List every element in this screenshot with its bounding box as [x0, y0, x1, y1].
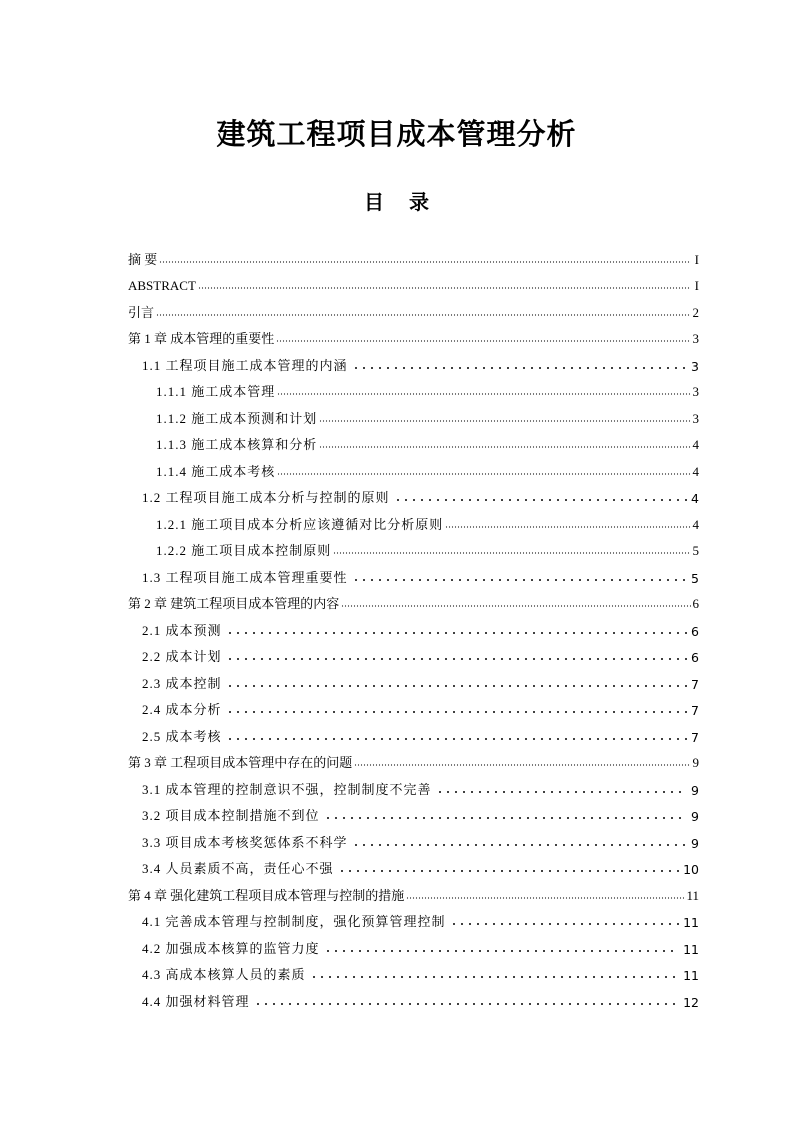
toc-entry-page-number: 9 [691, 835, 699, 851]
toc-leader-dots [277, 473, 690, 475]
toc-entry-page-number: 4 [692, 516, 699, 532]
toc-leader-dots [226, 738, 688, 740]
toc-leader-dots [226, 658, 688, 660]
toc-entry-page-number: 7 [691, 676, 699, 692]
toc-entry-page-number: 9 [691, 782, 699, 798]
toc-entry[interactable] [128, 427, 699, 454]
toc-entry-page-number: 11 [683, 968, 699, 983]
toc-heading: 目 录 [364, 190, 429, 214]
toc-entry[interactable] [128, 877, 699, 904]
toc-leader-dots [324, 950, 680, 952]
toc-entry-label: 1.1.4 施工成本考核 [156, 463, 276, 479]
toc-leader-dots [319, 446, 690, 448]
toc-entry[interactable] [128, 612, 699, 639]
toc-entry-label: 3.1 成本管理的控制意识不强，控制制度不完善 [142, 781, 432, 797]
toc-entry-page-number: 12 [683, 994, 699, 1010]
toc-entry-page-number: 4 [691, 491, 699, 506]
toc-leader-dots [226, 711, 688, 713]
toc-leader-dots [338, 870, 680, 872]
toc-entry-label: 第 4 章 强化建筑工程项目成本管理与控制的措施 [128, 887, 405, 903]
toc-entry-page-number: 9 [691, 809, 699, 824]
toc-entry[interactable] [128, 400, 699, 427]
toc-leader-dots [226, 685, 688, 687]
toc-entry[interactable] [128, 930, 699, 957]
toc-entry[interactable] [128, 745, 699, 772]
toc-leader-dots [354, 764, 690, 766]
toc-entry[interactable] [128, 294, 699, 321]
toc-entry[interactable] [128, 798, 699, 825]
toc-leader-dots [450, 923, 680, 925]
toc-leader-dots [394, 499, 688, 501]
toc-leader-dots [226, 632, 688, 634]
table-of-contents [128, 241, 699, 1010]
toc-entry-page-number: 3 [691, 358, 699, 374]
toc-entry-label: 第 3 章 工程项目成本管理中存在的问题 [128, 755, 353, 770]
toc-entry-page-number: 5 [692, 543, 699, 558]
toc-leader-dots [156, 314, 690, 316]
toc-leader-dots [333, 552, 690, 554]
toc-entry-page-number: I [694, 251, 699, 267]
toc-leader-dots [198, 287, 691, 289]
toc-leader-dots [352, 844, 688, 846]
toc-leader-dots [324, 817, 688, 819]
toc-entry[interactable] [128, 718, 699, 745]
toc-entry-label: 4.1 完善成本管理与控制制度，强化预算管理控制 [142, 914, 446, 929]
toc-entry-label: 第 1 章 成本管理的重要性 [128, 331, 275, 346]
toc-entry[interactable] [128, 453, 699, 480]
toc-entry[interactable] [128, 639, 699, 666]
toc-entry[interactable] [128, 904, 699, 931]
toc-leader-dots [352, 367, 688, 369]
toc-leader-dots [341, 605, 690, 607]
toc-entry-page-number: I [694, 278, 699, 293]
toc-entry-label: 1.1.1 施工成本管理 [156, 384, 276, 399]
toc-entry-page-number: 11 [683, 941, 699, 957]
toc-entry-label: 1.2 工程项目施工成本分析与控制的原则 [142, 490, 390, 505]
toc-entry-label: 3.2 项目成本控制措施不到位 [142, 808, 320, 823]
toc-entry-label: 摘 要 [128, 251, 158, 267]
toc-entry-label: 2.5 成本考核 [142, 728, 222, 744]
toc-entry-page-number: 9 [692, 755, 699, 770]
toc-entry-label: 3.4 人员素质不高，责任心不强 [142, 861, 334, 876]
toc-entry-label: 2.2 成本计划 [142, 649, 222, 664]
toc-entry-page-number: 7 [691, 729, 699, 745]
toc-leader-dots [352, 579, 688, 581]
toc-leader-dots [406, 897, 684, 899]
toc-entry-page-number: 5 [691, 570, 699, 586]
toc-entry-label: 2.4 成本分析 [142, 702, 222, 717]
document-title: 建筑工程项目成本管理分析 [216, 117, 577, 151]
toc-entry-label: 1.3 工程项目施工成本管理重要性 [142, 569, 348, 585]
toc-leader-dots [277, 393, 690, 395]
toc-entry[interactable] [128, 957, 699, 984]
toc-entry[interactable] [128, 824, 699, 851]
toc-entry[interactable] [128, 374, 699, 401]
toc-entry-label: 2.1 成本预测 [142, 622, 222, 638]
toc-entry-label: 4.2 加强成本核算的监管力度 [142, 940, 320, 956]
toc-entry-page-number: 2 [692, 304, 699, 320]
toc-leader-dots [276, 340, 690, 342]
toc-entry-page-number: 4 [692, 463, 699, 479]
toc-entry-page-number: 4 [692, 437, 699, 452]
toc-entry-label: 1.1 工程项目施工成本管理的内涵 [142, 357, 348, 373]
toc-entry-page-number: 6 [692, 596, 699, 611]
toc-entry-label: 4.4 加强材料管理 [142, 993, 250, 1009]
toc-entry-label: 1.1.2 施工成本预测和计划 [156, 410, 318, 426]
toc-entry[interactable] [128, 692, 699, 719]
toc-leader-dots [310, 976, 680, 978]
toc-entry-label: 4.3 高成本核算人员的素质 [142, 967, 306, 982]
toc-leader-dots [436, 791, 688, 793]
toc-leader-dots [319, 420, 690, 422]
toc-entry[interactable] [128, 851, 699, 878]
toc-entry[interactable] [128, 347, 699, 374]
toc-entry-page-number: 11 [686, 887, 699, 903]
toc-entry-page-number: 11 [683, 915, 699, 930]
toc-entry-page-number: 3 [692, 384, 699, 399]
toc-leader-dots [445, 526, 690, 528]
toc-entry-label: 1.2.1 施工项目成本分析应该遵循对比分析原则 [156, 516, 444, 532]
toc-entry[interactable] [128, 480, 699, 507]
toc-entry-label: ABSTRACT [128, 278, 196, 293]
toc-entry-page-number: 10 [683, 862, 699, 877]
toc-entry-page-number: 6 [691, 623, 699, 639]
toc-entry-page-number: 3 [692, 410, 699, 426]
toc-entry-page-number: 7 [691, 703, 699, 718]
toc-entry[interactable] [128, 559, 699, 586]
toc-entry-label: 第 2 章 建筑工程项目成本管理的内容 [128, 596, 340, 611]
toc-entry[interactable] [128, 268, 699, 295]
toc-entry-page-number: 6 [691, 650, 699, 665]
toc-entry-label: 1.2.2 施工项目成本控制原则 [156, 543, 332, 558]
toc-entry-label: 3.3 项目成本考核奖惩体系不科学 [142, 834, 348, 850]
toc-leader-dots [254, 1003, 680, 1005]
toc-entry[interactable] [128, 241, 699, 268]
toc-entry[interactable] [128, 506, 699, 533]
toc-entry[interactable] [128, 321, 699, 348]
toc-entry[interactable] [128, 983, 699, 1010]
toc-entry-page-number: 3 [692, 331, 699, 346]
toc-entry[interactable] [128, 771, 699, 798]
toc-entry-label: 2.3 成本控制 [142, 675, 222, 691]
toc-entry[interactable] [128, 586, 699, 613]
toc-entry-label: 引言 [128, 304, 155, 320]
toc-entry[interactable] [128, 533, 699, 560]
toc-leader-dots [159, 261, 691, 263]
toc-entry-label: 1.1.3 施工成本核算和分析 [156, 437, 318, 452]
toc-entry[interactable] [128, 665, 699, 692]
